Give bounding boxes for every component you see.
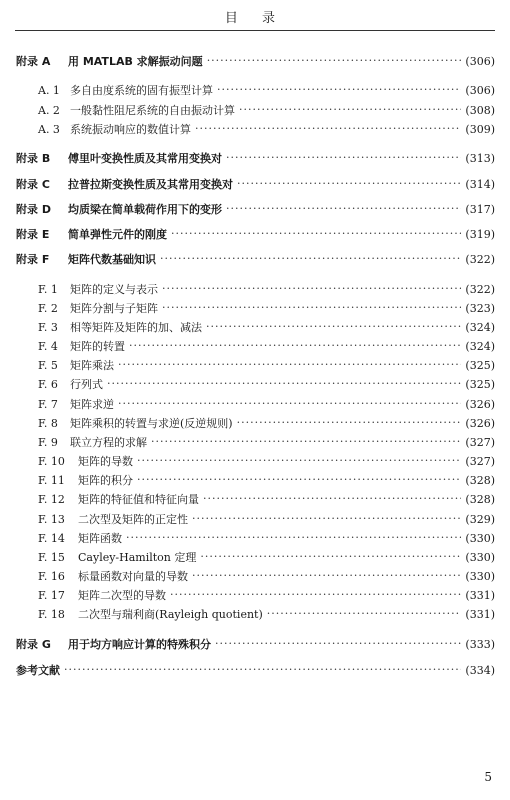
toc-entry-title: 行列式 [70, 378, 103, 391]
toc-entry-label: F. 9 [38, 435, 58, 449]
toc-entry-title: 二次型与瑞利商(Rayleigh quotient) [78, 608, 263, 621]
toc-entry-title: 矩阵二次型的导数 [78, 589, 166, 602]
toc-entry[interactable] [38, 452, 495, 470]
toc-entry-title: Cayley-Hamilton 定理 [78, 551, 197, 564]
toc-entry-label: F. 1 [38, 282, 58, 296]
toc-entry-page: (313) [465, 151, 495, 165]
toc-entry-label: 附录 D [16, 203, 51, 216]
toc-entry-page: (306) [465, 83, 495, 97]
dot-leader [195, 120, 461, 138]
toc-entry[interactable] [38, 280, 495, 298]
toc-entry[interactable] [16, 250, 495, 268]
toc-entry[interactable] [38, 414, 495, 432]
toc-entry-title: 傅里叶变换性质及其常用变换对 [68, 152, 222, 165]
dot-leader [239, 101, 461, 119]
toc-entry-title: 矩阵分割与子矩阵 [70, 302, 158, 315]
toc-entry-title: 多自由度系统的固有振型计算 [70, 84, 213, 97]
toc-entry[interactable] [38, 356, 495, 374]
toc-entry-page: (328) [465, 492, 495, 506]
toc-entry[interactable] [16, 149, 495, 167]
dot-leader [162, 280, 461, 298]
toc-entry[interactable] [38, 101, 495, 119]
toc-entry-label: 附录 A [16, 55, 51, 68]
toc-entry-page: (314) [465, 177, 495, 191]
toc-entry-label: 附录 C [16, 178, 50, 191]
toc-entry[interactable] [38, 375, 495, 393]
toc-entry-title: 矩阵的导数 [78, 455, 133, 468]
toc-entry-title: 用于均方响应计算的特殊积分 [68, 638, 211, 651]
toc-entry-title: 矩阵乘法 [70, 359, 114, 372]
toc-entry-page: (322) [465, 252, 495, 266]
toc-entry-title: 联立方程的求解 [70, 436, 147, 449]
toc-entry-label: 附录 E [16, 228, 50, 241]
toc-entry-label: 附录 B [16, 152, 51, 165]
toc-entry-label: F. 11 [38, 473, 65, 487]
toc-entry[interactable] [38, 510, 495, 528]
dot-leader [192, 567, 461, 585]
dot-leader [171, 225, 461, 243]
toc-entry[interactable] [38, 318, 495, 336]
toc-entry-title: 矩阵函数 [78, 532, 122, 545]
dot-leader [137, 471, 461, 489]
dot-leader [237, 175, 461, 193]
toc-entry-title: 一般黏性阻尼系统的自由振动计算 [70, 104, 235, 117]
toc-entry-page: (324) [465, 339, 495, 353]
toc-entry-page: (334) [465, 663, 495, 677]
dot-leader [226, 200, 461, 218]
dot-leader [206, 318, 461, 336]
toc-entry-page: (330) [465, 569, 495, 583]
toc-entry-page: (329) [465, 512, 495, 526]
dot-leader [267, 605, 462, 623]
toc-entry-label: F. 12 [38, 492, 65, 506]
dot-leader [237, 414, 462, 432]
toc-entry-label: F. 16 [38, 569, 65, 583]
toc-entry-title: 矩阵求逆 [70, 398, 114, 411]
toc-entry-label: F. 14 [38, 531, 65, 545]
page-header-title: 目 录 [224, 11, 286, 26]
toc-entry[interactable] [38, 395, 495, 413]
dot-leader [126, 529, 461, 547]
toc-entry-label: F. 13 [38, 512, 65, 526]
toc-entry-label: F. 5 [38, 358, 58, 372]
dot-leader [118, 395, 461, 413]
toc-entry-label: 附录 F [16, 253, 50, 266]
toc-entry-title: 用 MATLAB 求解振动问题 [68, 55, 203, 68]
toc-entry-page: (327) [465, 435, 495, 449]
dot-leader [160, 250, 461, 268]
toc-entry-title: 矩阵的积分 [78, 474, 133, 487]
toc-entry-title: 参考文献 [16, 664, 60, 677]
toc-entry-title: 矩阵乘积的转置与求逆(反逆规则) [70, 417, 233, 430]
toc-entry[interactable] [38, 529, 495, 547]
dot-leader [129, 337, 461, 355]
dot-leader [200, 548, 461, 566]
toc-entry-title: 矩阵代数基础知识 [68, 253, 156, 266]
toc-entry[interactable] [38, 548, 495, 566]
toc-entry-page: (325) [465, 377, 495, 391]
toc-entry-title: 均质梁在简单载荷作用下的变形 [68, 203, 222, 216]
toc-entry-page: (323) [465, 301, 495, 315]
toc-entry-page: (322) [465, 282, 495, 296]
dot-leader [137, 452, 461, 470]
dot-leader [170, 586, 461, 604]
toc-entry-label: F. 2 [38, 301, 58, 315]
toc-entry-page: (330) [465, 550, 495, 564]
dot-leader [217, 81, 461, 99]
toc-entry-page: (325) [465, 358, 495, 372]
toc-entry-page: (333) [465, 637, 495, 651]
dot-leader [151, 433, 461, 451]
dot-leader [107, 375, 461, 393]
toc-entry[interactable] [16, 661, 495, 679]
toc-entry[interactable] [16, 635, 495, 653]
toc-entry[interactable] [38, 120, 495, 138]
toc-entry[interactable] [16, 200, 495, 218]
toc-entry[interactable] [38, 605, 495, 623]
toc-entry-page: (308) [465, 103, 495, 117]
toc-entry-label: F. 18 [38, 607, 65, 621]
dot-leader [192, 510, 461, 528]
dot-leader [207, 52, 462, 70]
dot-leader [162, 299, 461, 317]
toc-entry-label: 附录 G [16, 638, 51, 651]
toc-entry[interactable] [16, 175, 495, 193]
toc-entry-title: 简单弹性元件的刚度 [68, 228, 167, 241]
toc-entry-page: (319) [465, 227, 495, 241]
toc-entry-page: (306) [465, 54, 495, 68]
toc-entry-label: A. 1 [38, 83, 60, 97]
page-number: 5 [484, 770, 492, 784]
toc-entry-label: F. 6 [38, 377, 58, 391]
toc-entry-page: (330) [465, 531, 495, 545]
toc-entry-title: 标量函数对向量的导数 [78, 570, 188, 583]
toc-entry-page: (327) [465, 454, 495, 468]
toc-entry-label: F. 17 [38, 588, 65, 602]
toc-entry[interactable] [38, 490, 495, 508]
toc-entry-label: F. 3 [38, 320, 58, 334]
dot-leader [226, 149, 461, 167]
toc-entry-page: (326) [465, 397, 495, 411]
toc-entry-page: (324) [465, 320, 495, 334]
toc-entry[interactable] [38, 81, 495, 99]
toc-entry-label: F. 8 [38, 416, 58, 430]
toc-entry-page: (317) [465, 202, 495, 216]
toc-entry[interactable] [16, 225, 495, 243]
toc-entry-label: F. 4 [38, 339, 58, 353]
toc-entry-title: 矩阵的定义与表示 [70, 283, 158, 296]
dot-leader [203, 490, 461, 508]
toc-entry-title: 系统振动响应的数值计算 [70, 123, 191, 136]
toc-entry[interactable] [16, 52, 495, 70]
toc-entry[interactable] [38, 433, 495, 451]
toc-entry-title: 矩阵的转置 [70, 340, 125, 353]
toc-entry-label: F. 7 [38, 397, 58, 411]
toc-entry[interactable] [38, 586, 495, 604]
dot-leader [118, 356, 461, 374]
toc-entry-title: 相等矩阵及矩阵的加、减法 [70, 321, 202, 334]
toc-entry-title: 拉普拉斯变换性质及其常用变换对 [68, 178, 233, 191]
toc-entry-page: (328) [465, 473, 495, 487]
toc-entry-label: F. 15 [38, 550, 65, 564]
toc-entry-page: (326) [465, 416, 495, 430]
toc-entry[interactable] [38, 567, 495, 585]
toc-entry-label: F. 10 [38, 454, 65, 468]
toc-entry-page: (309) [465, 122, 495, 136]
dot-leader [215, 635, 461, 653]
toc-entry-title: 二次型及矩阵的正定性 [78, 513, 188, 526]
toc-entry[interactable] [38, 337, 495, 355]
toc-entry[interactable] [38, 299, 495, 317]
toc-entry-label: A. 3 [38, 122, 60, 136]
toc-entry-page: (331) [465, 588, 495, 602]
toc-entry-label: A. 2 [38, 103, 60, 117]
dot-leader [64, 661, 461, 679]
toc-entry-title: 矩阵的特征值和特征向量 [78, 493, 199, 506]
toc-entry-page: (331) [465, 607, 495, 621]
header-rule [15, 30, 495, 31]
toc-entry[interactable] [38, 471, 495, 489]
